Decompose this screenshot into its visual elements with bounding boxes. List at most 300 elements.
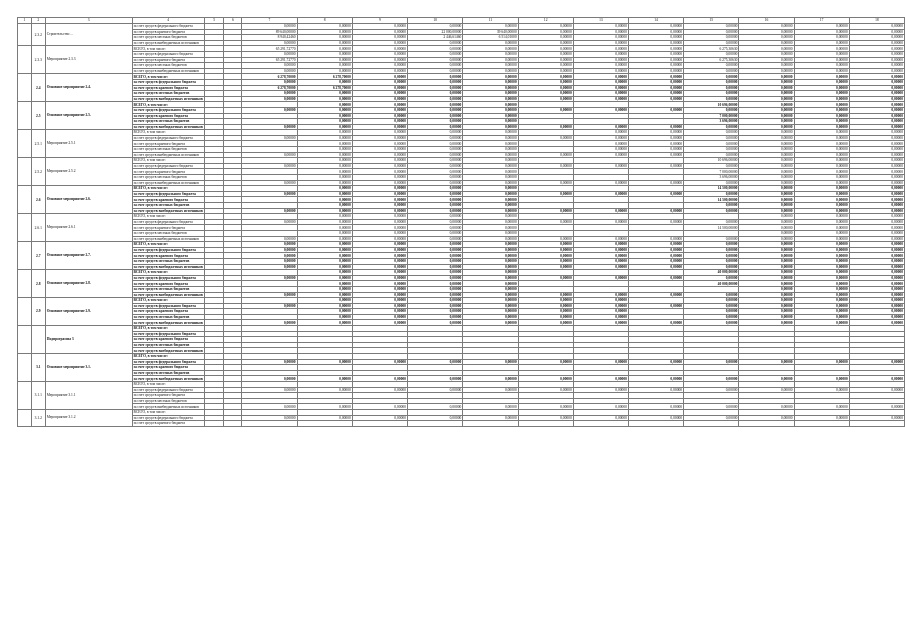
amount-cell: 0,00000 (463, 24, 518, 30)
amount-cell: 0,00000 (739, 214, 794, 220)
item-name-cell: Основное мероприятие 3.1. (45, 354, 132, 382)
amount-cell: 0,00000 (573, 85, 628, 91)
funding-source-cell: за счет средств внебюджетных источников (133, 348, 203, 353)
amount-cell: 0,00000 (739, 359, 794, 365)
funding-source-cell: за счет средств федерального бюджета (132, 415, 204, 421)
amount-cell: 0,00000 (794, 253, 849, 259)
section-code-cell (224, 421, 242, 427)
amount-cell: 0,00000 (573, 141, 628, 147)
amount-cell: 0,00000 (684, 208, 739, 214)
amount-cell: 0,00000 (739, 236, 794, 242)
amount-cell: 0,00000 (463, 152, 518, 158)
amount-cell: 0,00000 (849, 258, 904, 264)
amount-cell (352, 421, 407, 427)
amount-cell: 0,00000 (407, 242, 462, 248)
funding-source-cell: за счет средств федерального бюджета (132, 247, 204, 253)
amount-cell: 0,00000 (297, 303, 352, 309)
amount-cell: 0,00000 (573, 309, 628, 315)
amount-cell: 0,00000 (794, 415, 849, 421)
amount-cell: 0,00000 (849, 102, 904, 108)
amount-cell: 0,00000 (684, 79, 739, 85)
amount-cell: 0,00000 (352, 359, 407, 365)
amount-cell: 0,00000 (352, 102, 407, 108)
amount-cell: 0,00000 (518, 135, 573, 141)
amount-cell: 0,00000 (794, 102, 849, 108)
amount-cell: 0,00000 (463, 96, 518, 102)
amount-cell: 0,00000 (518, 242, 573, 248)
amount-cell: 0,00000 (684, 152, 739, 158)
amount-cell: 0,00000 (739, 258, 794, 264)
amount-cell: 0,00000 (794, 158, 849, 164)
amount-cell: 0,00000 (628, 236, 683, 242)
amount-cell: 0,00000 (628, 57, 683, 63)
amount-cell: 0,00000 (849, 197, 904, 203)
amount-cell: 0,00000 (297, 102, 352, 108)
amount-cell: 0,00000 (242, 320, 297, 326)
amount-cell: 0,00000 (794, 85, 849, 91)
amount-cell: 0,00000 (739, 124, 794, 130)
amount-cell: 0,00000 (518, 415, 573, 421)
amount-cell: 0,00000 (794, 63, 849, 69)
amount-cell: 10 696,00000 (684, 158, 739, 164)
amount-cell: 0,00000 (297, 298, 352, 304)
amount-cell: 0,00000 (573, 79, 628, 85)
amount-cell: 0,00000 (352, 197, 407, 203)
funding-source-cell: ВСЕГО, в том числе: (132, 242, 204, 248)
amount-cell: 0,00000 (628, 387, 683, 393)
funding-source-cell: за счет средств федерального бюджета (132, 51, 204, 57)
funding-source-cell: ВСЕГО, в том числе: (132, 270, 204, 276)
amount-cell: 0,00000 (628, 91, 683, 97)
amount-cell: 0,00000 (242, 264, 297, 270)
amount-cell: 0,00000 (463, 270, 518, 276)
amount-cell: 0,00000 (242, 303, 297, 309)
amount-cell: 0,00000 (352, 303, 407, 309)
funding-source-cell: за счет средств краевого бюджета (132, 197, 204, 203)
amount-cell: 0,00000 (407, 152, 462, 158)
amount-cell: 0,00000 (297, 130, 352, 136)
amount-cell: 0,00000 (628, 29, 683, 35)
amount-cell: 0,00000 (407, 247, 462, 253)
amount-cell: 0,00000 (794, 236, 849, 242)
amount-cell: 0,00000 (407, 303, 462, 309)
item-code-cell: 2.5 (31, 102, 45, 130)
amount-cell: 0,00000 (352, 91, 407, 97)
amount-cell: 0,00000 (352, 270, 407, 276)
amount-cell: 0,00000 (794, 35, 849, 41)
amount-cell: 0,00000 (849, 24, 904, 30)
amount-cell: 0,00000 (297, 275, 352, 281)
amount-cell: 0,00000 (628, 376, 683, 382)
amount-cell: 0,00000 (573, 180, 628, 186)
funding-source-cell: за счет средств федерального бюджета (132, 219, 204, 225)
amount-cell: 0,00000 (573, 91, 628, 97)
amount-cell: 0,00000 (297, 214, 352, 220)
funding-source-cell: за счет средств краевого бюджета (132, 85, 204, 91)
amount-cell: 0,00000 (739, 85, 794, 91)
amount-cell: 0,00000 (407, 147, 462, 153)
amount-cell: 0,00000 (573, 242, 628, 248)
amount-cell: 0,00000 (407, 197, 462, 203)
amount-cell: 0,00000 (573, 124, 628, 130)
amount-cell: 0,00000 (518, 359, 573, 365)
row-index-cell (18, 270, 32, 298)
amount-cell: 0,00000 (463, 147, 518, 153)
amount-cell: 0,00000 (739, 387, 794, 393)
amount-cell: 0,00000 (297, 219, 352, 225)
amount-cell: 0,00000 (352, 68, 407, 74)
row-index-cell (18, 74, 32, 102)
amount-cell: 0,00000 (628, 63, 683, 69)
amount-cell: 0,00000 (794, 320, 849, 326)
funding-source-cell: за счет средств федерального бюджета (132, 275, 204, 281)
amount-cell: 0,00000 (407, 415, 462, 421)
amount-cell: 0,00000 (463, 376, 518, 382)
column-number-header: 1 (18, 18, 32, 24)
amount-cell: 0,00000 (684, 258, 739, 264)
amount-cell: 0,00000 (794, 376, 849, 382)
amount-cell: 6 275,30630 (684, 57, 739, 63)
amount-cell: 0,00000 (407, 163, 462, 169)
amount-cell: 0,00000 (628, 242, 683, 248)
amount-cell: 0,00000 (352, 29, 407, 35)
amount-cell: 0,00000 (352, 169, 407, 175)
amount-cell: 0,00000 (739, 163, 794, 169)
amount-cell: 0,00000 (849, 270, 904, 276)
amount-cell: 0,00000 (297, 230, 352, 236)
amount-cell: 0,00000 (739, 264, 794, 270)
column-number-header: 3 (45, 18, 132, 24)
amount-cell: 0,00000 (407, 264, 462, 270)
amount-cell: 0,00000 (242, 219, 297, 225)
amount-cell: 0,00000 (739, 51, 794, 57)
amount-cell: 0,00000 (794, 258, 849, 264)
amount-cell: 0,00000 (352, 46, 407, 52)
amount-cell: 0,00000 (794, 387, 849, 393)
amount-cell: 0,00000 (849, 309, 904, 315)
amount-cell: 0,00000 (794, 270, 849, 276)
amount-cell: 0,00000 (518, 264, 573, 270)
amount-cell: 0,00000 (739, 303, 794, 309)
amount-cell: 0,00000 (352, 286, 407, 292)
amount-cell: 0,00000 (573, 29, 628, 35)
amount-cell: 0,00000 (739, 314, 794, 320)
amount-cell: 0,00000 (407, 359, 462, 365)
amount-cell: 0,00000 (297, 119, 352, 125)
amount-cell: 0,00000 (794, 169, 849, 175)
funding-source-cell: за счет средств внебюджетных источников (132, 68, 204, 74)
amount-cell: 0,00000 (463, 253, 518, 259)
item-name-cell: Основное мероприятие 2.5. (45, 102, 132, 130)
amount-cell: 0,00000 (794, 225, 849, 231)
amount-cell: 0,00000 (463, 158, 518, 164)
amount-cell: 0,00000 (407, 214, 462, 220)
amount-cell: 0,00000 (352, 309, 407, 315)
amount-cell: 0,00000 (794, 119, 849, 125)
amount-cell: 0,00000 (407, 141, 462, 147)
item-name-cell: Подпрограмма 3 (45, 326, 132, 354)
amount-cell: 0,00000 (518, 91, 573, 97)
amount-cell: 0,00000 (407, 79, 462, 85)
amount-cell: 0,00000 (684, 314, 739, 320)
amount-cell: 0,00000 (573, 275, 628, 281)
amount-cell (628, 421, 683, 427)
amount-cell: 0,00000 (518, 258, 573, 264)
amount-cell: 0,00000 (628, 74, 683, 80)
amount-cell: 0,00000 (573, 63, 628, 69)
funding-source-cell: за счет средств краевого бюджета (132, 281, 204, 287)
funding-source-cell: за счет средств краевого бюджета (132, 337, 204, 343)
amount-cell: 0,00000 (242, 68, 297, 74)
amount-cell: 0,00000 (463, 180, 518, 186)
amount-cell: 0,00000 (242, 63, 297, 69)
column-number-header: 9 (352, 18, 407, 24)
funding-source-cell: за счет средств местных бюджетов (132, 175, 204, 181)
funding-source-cell: за счет средств краевого бюджета (132, 393, 204, 399)
amount-cell: 0,00000 (849, 29, 904, 35)
funding-source-cell: за счет средств местных бюджетов (132, 35, 204, 41)
amount-cell: 0,00000 (407, 158, 462, 164)
amount-cell: 0,00000 (407, 404, 462, 410)
amount-cell: 0,00000 (628, 191, 683, 197)
amount-cell: 0,00000 (407, 320, 462, 326)
amount-cell: 0,00000 (794, 91, 849, 97)
amount-cell: 0,00000 (407, 387, 462, 393)
column-number-header: 10 (407, 18, 462, 24)
amount-cell: 0,00000 (297, 270, 352, 276)
amount-cell: 0,00000 (518, 35, 573, 41)
amount-cell: 0,00000 (794, 68, 849, 74)
amount-cell: 0,00000 (628, 303, 683, 309)
amount-cell: 0,00000 (463, 51, 518, 57)
amount-cell: 0,00000 (297, 203, 352, 209)
amount-cell: 0,00000 (297, 314, 352, 320)
amount-cell: 0,00000 (242, 253, 297, 259)
amount-cell: 0,00000 (407, 281, 462, 287)
funding-source-cell: за счет средств краевого бюджета (132, 29, 204, 35)
amount-cell: 0,00000 (352, 40, 407, 46)
amount-cell: 0,00000 (739, 57, 794, 63)
amount-cell: 0,00000 (739, 29, 794, 35)
amount-cell: 0,00000 (684, 147, 739, 153)
amount-cell: 0,00000 (739, 169, 794, 175)
amount-cell: 0,00000 (849, 230, 904, 236)
amount-cell: 0,00000 (849, 113, 904, 119)
amount-cell: 0,00000 (739, 141, 794, 147)
amount-cell: 0,00000 (463, 119, 518, 125)
amount-cell: 0,00000 (463, 303, 518, 309)
amount-cell: 14 500,00000 (684, 186, 739, 192)
amount-cell: 0,00000 (739, 79, 794, 85)
amount-cell (794, 421, 849, 427)
amount-cell: 0,00000 (297, 57, 352, 63)
item-code-cell: 2.6 (31, 186, 45, 214)
item-code-cell: 2.8 (31, 270, 45, 298)
amount-cell: 0,00000 (573, 258, 628, 264)
amount-cell: 0,00000 (573, 68, 628, 74)
amount-cell: 0,00000 (739, 107, 794, 113)
amount-cell: 65 291,72770 (242, 46, 297, 52)
amount-cell: 0,00000 (352, 387, 407, 393)
amount-cell: 0,00000 (739, 158, 794, 164)
funding-source-cell: за счет средств местных бюджетов (132, 258, 204, 264)
funding-source-cell: за счет средств федерального бюджета (132, 107, 204, 113)
amount-cell: 0,00000 (684, 51, 739, 57)
amount-cell: 0,00000 (849, 175, 904, 181)
amount-cell: 0,00000 (352, 175, 407, 181)
amount-cell: 0,00000 (352, 141, 407, 147)
amount-cell: 0,00000 (463, 230, 518, 236)
amount-cell: 0,00000 (684, 253, 739, 259)
amount-cell: 6 278,70000 (242, 85, 297, 91)
amount-cell: 0,00000 (352, 320, 407, 326)
amount-cell: 0,00000 (242, 242, 297, 248)
amount-cell: 14 500,00000 (684, 197, 739, 203)
amount-cell: 0,00000 (849, 387, 904, 393)
amount-cell: 0,00000 (463, 68, 518, 74)
amount-cell: 3 696,00000 (684, 175, 739, 181)
amount-cell: 0,00000 (573, 298, 628, 304)
amount-cell: 0,00000 (463, 242, 518, 248)
amount-cell: 0,00000 (407, 40, 462, 46)
amount-cell: 0,00000 (849, 68, 904, 74)
column-number-header: 5 (204, 18, 224, 24)
amount-cell: 0,00000 (518, 236, 573, 242)
amount-cell: 0,00000 (794, 404, 849, 410)
amount-cell: 0,00000 (849, 147, 904, 153)
amount-cell: 0,00000 (794, 314, 849, 320)
amount-cell: 0,00000 (407, 236, 462, 242)
amount-cell: 0,00000 (407, 119, 462, 125)
amount-cell (242, 421, 297, 427)
amount-cell: 0,00000 (573, 303, 628, 309)
amount-cell: 8 940,42460 (242, 35, 297, 41)
funding-source-cell: за счет средств краевого бюджета (132, 141, 204, 147)
amount-cell: 0,00000 (463, 113, 518, 119)
amount-cell: 0,00000 (407, 24, 462, 30)
amount-cell: 0,00000 (794, 29, 849, 35)
amount-cell: 0,00000 (463, 258, 518, 264)
amount-cell (463, 421, 518, 427)
funding-source-cell: за счет средств краевого бюджета (132, 169, 204, 175)
amount-cell: 0,00000 (684, 68, 739, 74)
amount-cell: 0,00000 (463, 281, 518, 287)
amount-cell: 0,00000 (463, 387, 518, 393)
amount-cell: 0,00000 (463, 219, 518, 225)
amount-cell: 0,00000 (352, 258, 407, 264)
funding-source-cell: за счет средств местных бюджетов (132, 203, 204, 209)
amount-cell: 0,00000 (684, 320, 739, 326)
amount-cell: 0,00000 (463, 40, 518, 46)
amount-cell: 0,00000 (739, 135, 794, 141)
amount-cell: 0,00000 (242, 404, 297, 410)
funding-source-cell: ВСЕГО, в том числе: (132, 382, 204, 388)
amount-cell: 0,00000 (628, 130, 683, 136)
amount-cell: 0,00000 (352, 163, 407, 169)
amount-cell: 0,00000 (573, 208, 628, 214)
amount-cell: 0,00000 (739, 253, 794, 259)
amount-cell: 0,00000 (794, 124, 849, 130)
amount-cell: 0,00000 (297, 96, 352, 102)
amount-cell: 0,00000 (352, 96, 407, 102)
funding-source-cell: за счет средств местных бюджетов (132, 342, 204, 348)
amount-cell: 0,00000 (684, 264, 739, 270)
amount-cell: 0,00000 (463, 214, 518, 220)
funding-source-cell: за счет средств краевого бюджета (132, 365, 204, 371)
amount-cell: 0,00000 (849, 298, 904, 304)
item-code-cell: 3.1.2 (31, 409, 45, 426)
amount-cell: 0,00000 (297, 163, 352, 169)
amount-cell: 0,00000 (739, 281, 794, 287)
amount-cell: 0,00000 (242, 275, 297, 281)
column-number-header: 15 (684, 18, 739, 24)
funding-source-cell: за счет средств местных бюджетов (132, 91, 204, 97)
amount-cell: 0,00000 (628, 152, 683, 158)
amount-cell: 0,00000 (463, 275, 518, 281)
amount-cell: 0,00000 (849, 158, 904, 164)
amount-cell: 0,00000 (849, 404, 904, 410)
amount-cell: 0,00000 (297, 376, 352, 382)
amount-cell: 0,00000 (297, 258, 352, 264)
amount-cell: 0,00000 (352, 119, 407, 125)
amount-cell: 0,00000 (684, 107, 739, 113)
amount-cell: 0,00000 (518, 163, 573, 169)
funding-source-cell: за счет средств федерального бюджета (132, 191, 204, 197)
amount-cell: 0,00000 (684, 24, 739, 30)
amount-cell: 0,00000 (352, 186, 407, 192)
amount-cell: 0,00000 (352, 124, 407, 130)
amount-cell: 0,00000 (407, 208, 462, 214)
amount-cell: 0,00000 (739, 147, 794, 153)
funding-source-cell: за счет средств краевого бюджета (132, 421, 204, 427)
amount-cell: 0,00000 (352, 85, 407, 91)
amount-cell: 0,00000 (463, 247, 518, 253)
funding-source-cell: за счет средств внебюджетных источников (133, 264, 203, 269)
column-number-header: 18 (849, 18, 904, 24)
amount-cell: 0,00000 (352, 74, 407, 80)
amount-cell: 0,00000 (794, 203, 849, 209)
funding-source-cell: ВСЕГО, в том числе: (132, 46, 204, 52)
amount-cell: 0,00000 (352, 242, 407, 248)
amount-cell: 0,00000 (794, 219, 849, 225)
amount-cell: 0,00000 (518, 51, 573, 57)
amount-cell: 0,00000 (352, 191, 407, 197)
item-name-cell: Мероприятие 3.1.2 (45, 409, 132, 426)
funding-source-cell: за счет средств внебюджетных источников (133, 320, 203, 325)
amount-cell: 0,00000 (518, 29, 573, 35)
amount-cell: 0,00000 (628, 107, 683, 113)
amount-cell: 0,00000 (463, 225, 518, 231)
amount-cell: 0,00000 (518, 303, 573, 309)
amount-cell: 0,00000 (794, 214, 849, 220)
column-number-header: 14 (628, 18, 683, 24)
amount-cell: 0,00000 (463, 79, 518, 85)
funding-source-cell: за счет средств федерального бюджета (132, 135, 204, 141)
amount-cell: 0,00000 (739, 113, 794, 119)
amount-cell: 0,00000 (628, 359, 683, 365)
amount-cell: 0,00000 (794, 197, 849, 203)
amount-cell: 0,00000 (684, 404, 739, 410)
amount-cell: 0,00000 (794, 180, 849, 186)
amount-cell: 0,00000 (407, 253, 462, 259)
amount-cell: 6 275,30630 (684, 46, 739, 52)
amount-cell (573, 421, 628, 427)
amount-cell: 6 514,01000 (463, 35, 518, 41)
item-code-cell: 2.6.1 (31, 214, 45, 242)
funding-source-cell: за счет средств федерального бюджета (132, 331, 204, 337)
amount-cell: 0,00000 (463, 309, 518, 315)
amount-cell: 0,00000 (407, 102, 462, 108)
